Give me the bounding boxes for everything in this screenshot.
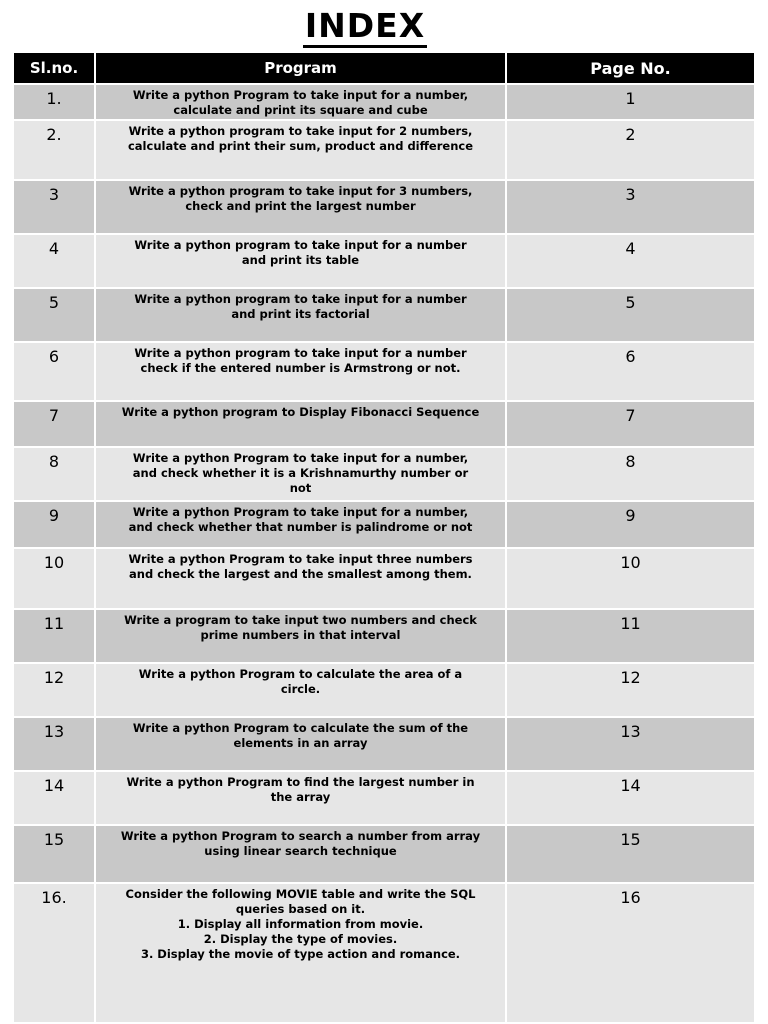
table-row [14,341,754,400]
row-program [96,716,507,770]
program-line: Write a python Program to take input for a number, [132,505,469,519]
table-row [14,824,754,882]
row-page-no: 7 [507,400,754,446]
title-text: INDEX [303,6,427,48]
table-row [14,83,754,119]
program-line: Write a python program to take input for a number [134,292,467,306]
program-line: and check the largest and the smallest among them. [129,567,472,581]
row-program [96,662,507,716]
table-row [14,287,754,341]
program-line: calculate and print their sum, product and difference [127,139,474,153]
program-line: queries based on it. [235,902,366,916]
program-line: and check whether that number is palindrome or not [128,520,473,534]
row-program [96,119,507,179]
program-line: 3. Display the movie of type action and romance. [140,947,461,961]
row-program [96,547,507,608]
program-line: Write a python program to take input for a number [134,346,467,360]
row-slno: 8 [14,446,96,500]
program-line: Write a python program to Display Fibonacci Sequence [121,405,480,419]
program-line: Write a python program to take input for 2 numbers, [128,124,473,138]
row-slno: 4 [14,233,96,287]
program-line: using linear search technique [204,844,397,858]
row-program [96,500,507,547]
program-line: Write a python Program to take input for a number, [132,88,469,102]
row-program [96,824,507,882]
table-row [14,662,754,716]
row-page-no: 16 [507,882,754,1022]
program-line: 2. Display the type of movies. [203,932,398,946]
program-line: Write a python Program to take input for a number, [132,451,469,465]
row-slno: 5 [14,287,96,341]
program-line: and print its factorial [231,307,370,321]
table-body [14,83,754,1022]
program-line: Write a python Program to calculate the area of a [138,667,463,681]
table-row [14,446,754,500]
table-row [14,547,754,608]
program-line: Write a python Program to calculate the sum of the [132,721,469,735]
row-slno: 9 [14,500,96,547]
row-program [96,400,507,446]
row-slno: 3 [14,179,96,233]
row-slno: 2. [14,119,96,179]
row-page-no: 4 [507,233,754,287]
header-program: Program [96,53,507,83]
row-slno: 11 [14,608,96,662]
program-line: 1. Display all information from movie. [177,917,424,931]
row-program [96,770,507,824]
table-row [14,233,754,287]
row-page-no: 10 [507,547,754,608]
row-page-no: 8 [507,446,754,500]
table-row [14,770,754,824]
row-page-no: 9 [507,500,754,547]
program-line: Write a python Program to search a number from array [120,829,481,843]
program-line: Consider the following MOVIE table and write the SQL [125,887,476,901]
table-row [14,179,754,233]
row-page-no: 15 [507,824,754,882]
row-slno: 16. [14,882,96,1022]
table-row [14,608,754,662]
page-title [0,6,730,45]
row-page-no: 5 [507,287,754,341]
row-slno: 13 [14,716,96,770]
row-program [96,882,507,1022]
table-row [14,500,754,547]
row-program [96,233,507,287]
program-line: not [289,481,312,495]
row-page-no: 13 [507,716,754,770]
program-line: Write a python Program to find the largest number in [126,775,475,789]
row-slno: 1. [14,83,96,119]
row-program [96,608,507,662]
program-line: circle. [280,682,321,696]
row-slno: 15 [14,824,96,882]
row-program [96,446,507,500]
row-program [96,83,507,119]
program-line: and print its table [241,253,360,267]
row-program [96,179,507,233]
table-header [14,53,754,83]
program-line: Write a program to take input two numbers and check [124,613,477,627]
row-slno: 10 [14,547,96,608]
row-page-no: 2 [507,119,754,179]
program-line: Write a python program to take input for 3 numbers, [128,184,473,198]
row-page-no: 3 [507,179,754,233]
row-page-no: 14 [507,770,754,824]
index-table [14,53,754,1022]
table-row [14,882,754,1022]
program-line: and check whether it is a Krishnamurthy number or [132,466,469,480]
header-slno: Sl.no. [14,53,96,83]
row-page-no: 12 [507,662,754,716]
program-line: check if the entered number is Armstrong or not. [140,361,461,375]
header-page-no: Page No. [507,53,754,83]
row-slno: 7 [14,400,96,446]
row-page-no: 6 [507,341,754,400]
row-slno: 12 [14,662,96,716]
program-line: check and print the largest number [185,199,416,213]
program-line: Write a python program to take input for a number [134,238,467,252]
table-row [14,716,754,770]
row-program [96,341,507,400]
row-slno: 6 [14,341,96,400]
row-slno: 14 [14,770,96,824]
program-line: prime numbers in that interval [200,628,401,642]
row-page-no: 11 [507,608,754,662]
program-line: calculate and print its square and cube [173,103,428,117]
program-line: the array [270,790,331,804]
program-line: elements in an array [233,736,368,750]
row-page-no: 1 [507,83,754,119]
table-row [14,119,754,179]
table-row [14,400,754,446]
program-line: Write a python Program to take input three numbers [128,552,473,566]
row-program [96,287,507,341]
